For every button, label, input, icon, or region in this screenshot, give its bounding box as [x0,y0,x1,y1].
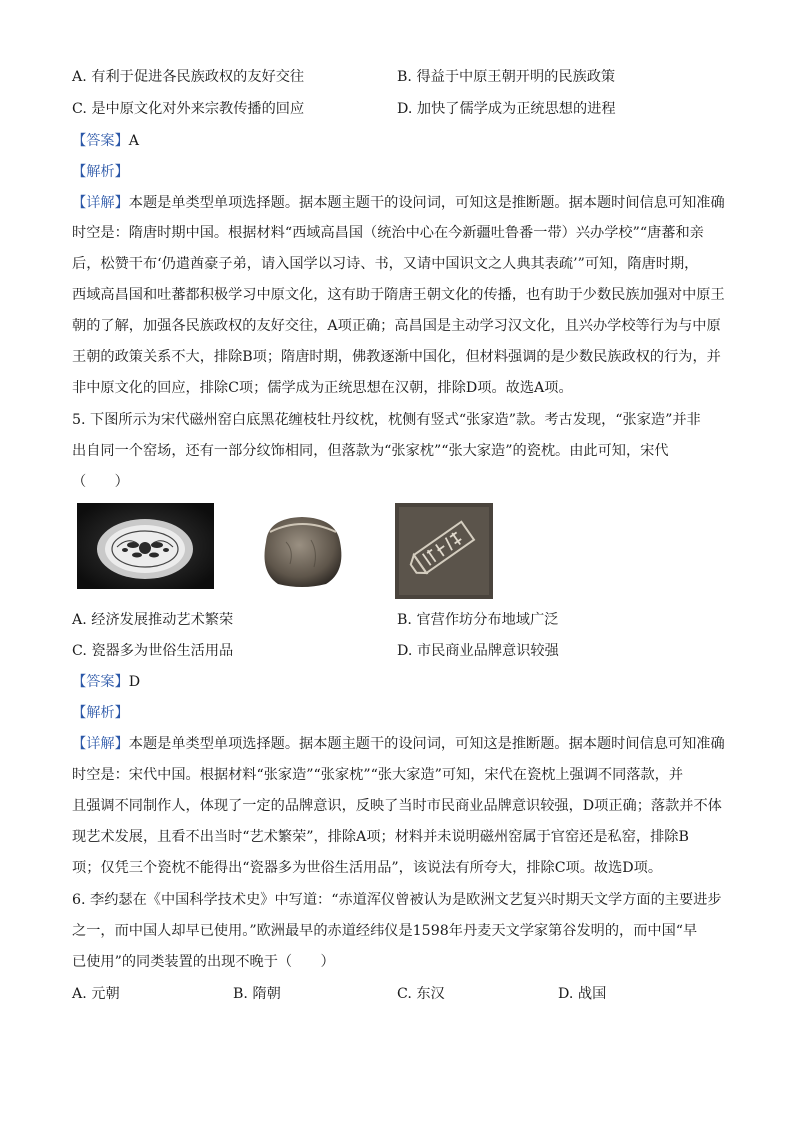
detail-tag: 【详解】 [72,736,129,752]
q4-detail-line: 王朝的政策关系不大，排除B项；隋唐时期，佛教逐渐中国化，但材料强调的是少数民族政权的行为，并 [72,349,721,365]
q5-stem-blank: （ ） [72,474,129,490]
answer-value: A [128,133,140,149]
q6-option-a: A. 元朝 [72,986,120,1002]
answer-tag: 【答案】 [72,674,129,690]
pillow-side-photo [256,512,348,590]
q4-detail-line: 后，松赞干布‘仍遣酋豪子弟，请入国学以习诗、书，又请中国识文之人典其表疏’”可知，隋唐时期， [72,256,699,272]
q4-detail-line: 【详解】本题是单类型单项选择题。据本题主题干的设问词，可知这是推断题。据本题时间信息可知准确 [72,195,725,211]
q5-detail-line: 时空是：宋代中国。根据材料“张家造”“张家枕”“张大家造”可知，宋代在瓷枕上强调不同落款，并 [72,767,684,783]
answer-value: D [128,674,141,690]
q6-stem-line: 6. 李约瑟在《中国科学技术史》中写道：“赤道浑仪曾被认为是欧洲文艺复兴时期天文学方面的主要进步 [72,892,722,908]
q4-detail-line: 西域高昌国和吐蕃都积极学习中原文化，这有助于隋唐王朝文化的传播，也有助于少数民族加强对中原王 [72,287,725,303]
q4-option-b: B. 得益于中原王朝开明的民族政策 [397,69,616,85]
q4-detail-line: 非中原文化的回应，排除C项；儒学成为正统思想在汉朝，排除D项。故选A项。 [72,380,573,396]
q6-stem-line: 之一，而中国人却早已使用。”欧洲最早的赤道经纬仪是1598年丹麦天文学家第谷发明的，而中国“早 [72,923,698,939]
q4-detail-line: 时空是：隋唐时期中国。根据材料“西域高昌国（统治中心在今新疆吐鲁番一带）兴办学校”“唐蕃和亲 [72,225,704,241]
q5-detail-line: 且强调不同制作人，体现了一定的品牌意识，反映了当时市民商业品牌意识较强，D项正确；落款并不体 [72,798,722,814]
q4-answer [72,130,139,150]
detail-tag: 【详解】 [72,195,129,211]
q5-option-d: D. 市民商业品牌意识较强 [397,643,559,659]
q5-detail-line: 现艺术发展，且看不出当时“艺术繁荣”，排除A项；材料并未说明磁州窑属于官窑还是私窑，排除B [72,829,689,845]
q4-option-d: D. 加快了儒学成为正统思想的进程 [397,101,616,117]
q5-stem-line: 出自同一个窑场，还有一部分纹饰相同，但落款为“张家枕”“张大家造”的瓷枕。由此可知，宋代 [72,443,669,459]
q5-detail-line: 项；仅凭三个瓷枕不能得出“瓷器多为世俗生活用品”，该说法有所夸大，排除C项。故选D项。 [72,860,663,876]
q5-analysis-tag: 【解析】 [72,705,129,721]
q5-option-c: C. 瓷器多为世俗生活用品 [72,643,234,659]
q6-option-b: B. 隋朝 [233,986,281,1002]
answer-tag: 【答案】 [72,133,129,149]
q4-analysis-tag: 【解析】 [72,164,129,180]
q4-option-c: C. 是中原文化对外来宗教传播的回应 [72,101,305,117]
q5-answer [72,671,140,691]
q6-stem-line: 已使用”的同类装置的出现不晚于（ ） [72,954,335,970]
q5-stem-line: 5. 下图所示为宋代磁州窑白底黑花缠枝牡丹纹枕，枕侧有竖式“张家造”款。考古发现，“张家造”并非 [72,412,701,428]
stamp-inscription-photo [395,503,493,599]
q4-detail-line: 朝的了解，加强各民族政权的友好交往，A项正确；高昌国是主动学习汉文化，且兴办学校等行为与中原 [72,318,721,334]
q4-option-a: A. 有利于促进各民族政权的友好交往 [72,69,305,85]
q5-option-b: B. 官营作坊分布地域广泛 [397,612,559,628]
q6-option-c: C. 东汉 [397,986,445,1002]
q5-option-a: A. 经济发展推动艺术繁荣 [72,612,234,628]
q5-detail-line: 【详解】本题是单类型单项选择题。据本题主题干的设问词，可知这是推断题。据本题时间信息可知准确 [72,736,725,752]
pillow-top-photo [77,503,214,589]
q6-option-d: D. 战国 [558,986,607,1002]
